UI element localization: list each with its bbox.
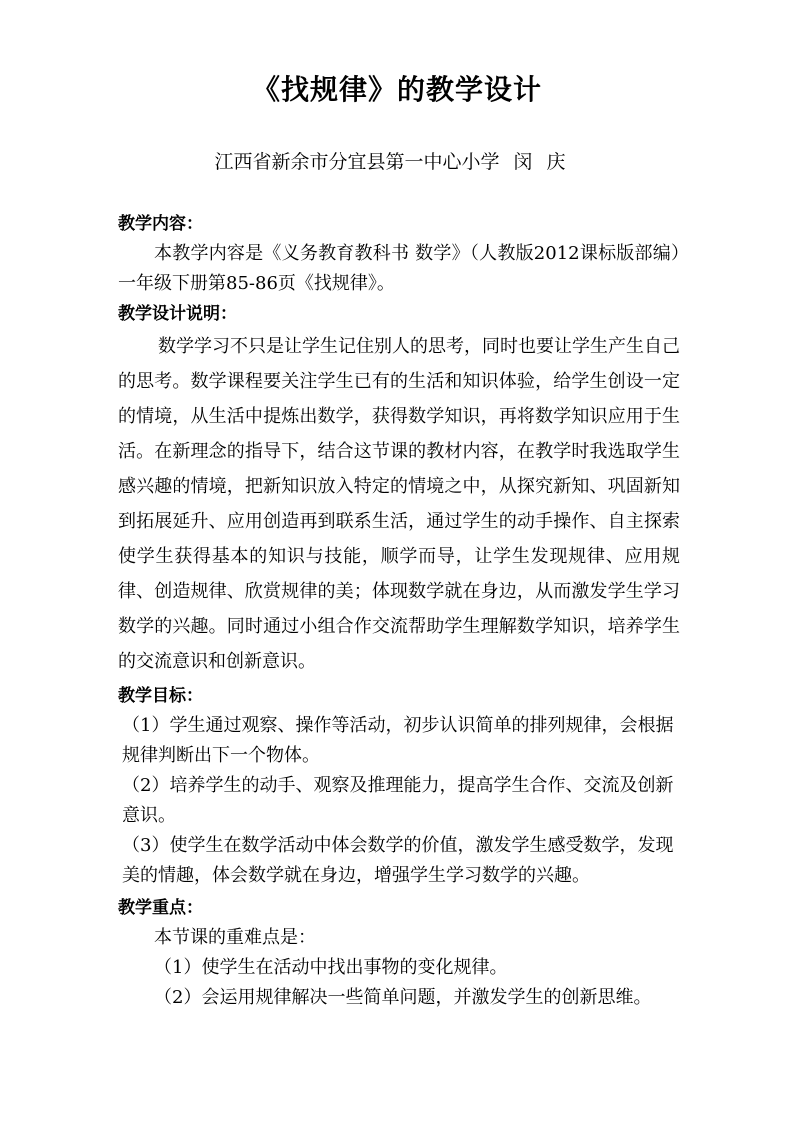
keypoint-item: （1）使学生在活动中找出事物的变化规律。 xyxy=(154,957,508,978)
section-heading-goals: 教学目标： xyxy=(118,686,203,706)
document-title: 《找规律》的教学设计 xyxy=(251,73,542,106)
keypoints-intro: 本节课的重难点是： xyxy=(154,927,316,948)
school-name: 江西省新余市分宜县第一中心小学 xyxy=(214,151,500,173)
goal-item: （2）培养学生的动手、观察及推理能力，提高学生合作、交流及创新意识。 xyxy=(122,775,674,826)
section-heading-keypoints: 教学重点： xyxy=(118,898,203,918)
goal-item: （1）学生通过观察、操作等活动，初步认识简单的排列规律，会根据规律判断出下一个物体。 xyxy=(122,715,674,766)
section-heading-content: 教学内容： xyxy=(118,214,203,234)
byline xyxy=(0,147,794,174)
author-name: 闵庆 xyxy=(513,151,580,173)
goal-item: （3）使学生在数学活动中体会数学的价值，激发学生感受数学，发现美的情趣，体会数学就在身边，增强学生学习数学的兴趣。 xyxy=(122,835,674,886)
document-body xyxy=(118,209,680,1013)
design-paragraph: 数学学习不只是让学生记住别人的思考，同时也要让学生产生自己的思考。数学课程要关注学生已有的生活和知识体验，给学生创设一定的情境，从生活中提炼出数学，获得数学知识，再将数学知识应用于生活。在新理念的指导下，结合这节课的教材内容，在教学时我选取学生感兴趣的情境，把新知识放入特定的情境之中，从探究新知、巩固新知到拓展延升、应用创造再到联系生活，通过学生的动手操作、自主探索使学生获得基本的知识与技能，顺学而导，让学生发现规律、应用规律、创造规律、欣赏规律的美；体现数学就在身边，从而激发学生学习数学的兴趣。同时通过小组合作交流帮助学生理解数学知识，培养学生的交流意识和创新意识。 xyxy=(118,336,680,672)
keypoint-item: （2）会运用规律解决一些简单问题，并激发学生的创新思维。 xyxy=(154,987,652,1008)
content-paragraph: 本教学内容是《义务教育教科书 数学》（人教版2012课标版部编）一年级下册第85-86页《找规律》。 xyxy=(118,243,680,294)
section-heading-design: 教学设计说明： xyxy=(118,304,237,324)
